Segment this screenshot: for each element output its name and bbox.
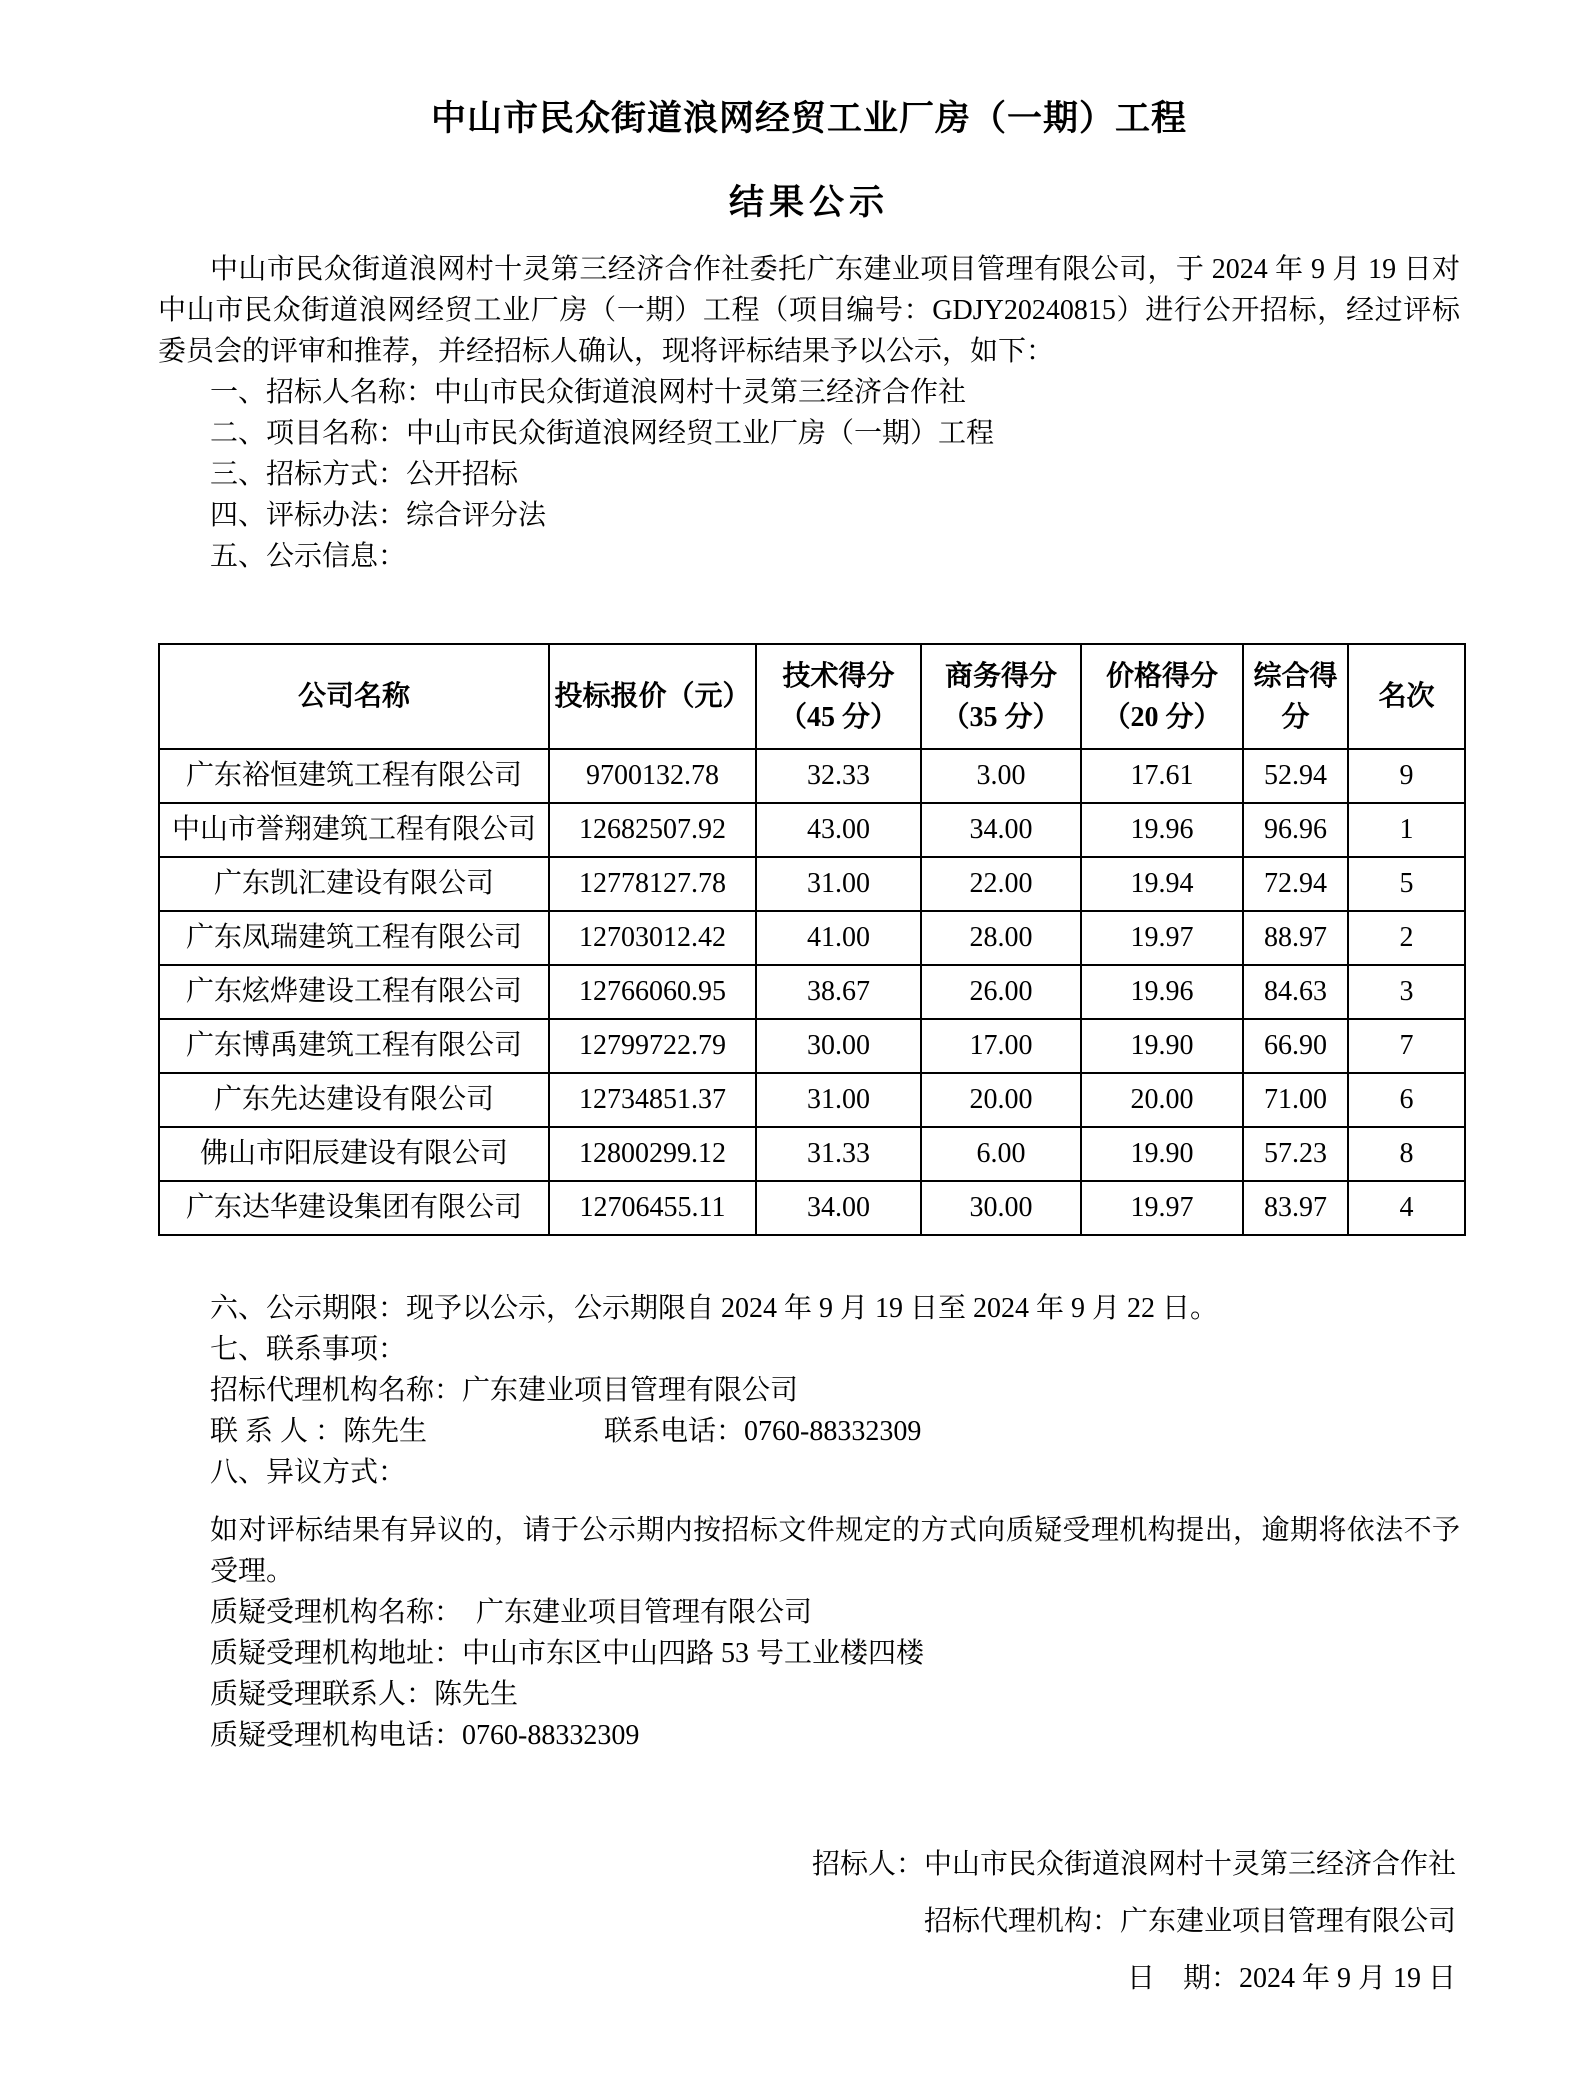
- cell-bid-price: 9700132.78: [549, 749, 756, 803]
- cell-price-score: 19.97: [1081, 1181, 1243, 1235]
- cell-bid-price: 12778127.78: [549, 857, 756, 911]
- cell-price-score: 20.00: [1081, 1073, 1243, 1127]
- cell-bid-price: 12734851.37: [549, 1073, 756, 1127]
- footer-date-line: 日 期：2024 年 9 月 19 日: [1126, 1963, 1456, 1994]
- cell-price-score: 19.96: [1081, 803, 1243, 857]
- cell-bid-price: 12706455.11: [549, 1181, 756, 1235]
- cell-total-score: 88.97: [1243, 911, 1348, 965]
- col-header-rank: 名次: [1348, 644, 1465, 749]
- table-header-row: [159, 644, 1465, 749]
- cell-company: 广东先达建设有限公司: [159, 1073, 549, 1127]
- col-header-total-score: 综合得 分: [1243, 644, 1348, 749]
- list-item-project-name: 二、项目名称：中山市民众街道浪网经贸工业厂房（一期）工程: [210, 418, 995, 449]
- cell-price-score: 19.96: [1081, 965, 1243, 1019]
- cell-rank: 4: [1348, 1181, 1465, 1235]
- cell-company: 中山市誉翔建筑工程有限公司: [159, 803, 549, 857]
- challenge-org-address-line: 质疑受理机构地址：中山市东区中山四路 53 号工业楼四楼: [210, 1638, 925, 1669]
- cell-total-score: 57.23: [1243, 1127, 1348, 1181]
- challenge-contact-line: 质疑受理联系人：陈先生: [210, 1679, 519, 1710]
- cell-tech-score: 31.33: [756, 1127, 921, 1181]
- table-row: [159, 803, 1465, 857]
- cell-price-score: 17.61: [1081, 749, 1243, 803]
- cell-tech-score: 31.00: [756, 857, 921, 911]
- cell-rank: 6: [1348, 1073, 1465, 1127]
- cell-business-score: 34.00: [921, 803, 1081, 857]
- cell-bid-price: 12703012.42: [549, 911, 756, 965]
- cell-bid-price: 12766060.95: [549, 965, 756, 1019]
- cell-rank: 9: [1348, 749, 1465, 803]
- cell-tech-score: 38.67: [756, 965, 921, 1019]
- cell-company: 佛山市阳辰建设有限公司: [159, 1127, 549, 1181]
- contact-person: 联 系 人 ：陈先生: [210, 1416, 428, 1447]
- objection-heading-line: 八、异议方式：: [210, 1457, 407, 1488]
- col-header-bid-price: 投标报价（元）: [549, 644, 756, 749]
- results-table: [158, 643, 1466, 1236]
- cell-price-score: 19.90: [1081, 1127, 1243, 1181]
- page-title: 中山市民众街道浪网经贸工业厂房（一期）工程: [430, 99, 1187, 138]
- cell-total-score: 84.63: [1243, 965, 1348, 1019]
- cell-rank: 5: [1348, 857, 1465, 911]
- doc-subtitle: 结果公示: [728, 183, 889, 222]
- cell-business-score: 17.00: [921, 1019, 1081, 1073]
- cell-bid-price: 12799722.79: [549, 1019, 756, 1073]
- table-row: [159, 1019, 1465, 1073]
- cell-tech-score: 41.00: [756, 911, 921, 965]
- cell-company: 广东炫烨建设工程有限公司: [159, 965, 549, 1019]
- challenge-org-name-line: 质疑受理机构名称： 广东建业项目管理有限公司: [210, 1597, 813, 1628]
- footer-agency-line: 招标代理机构：广东建业项目管理有限公司: [923, 1906, 1456, 1937]
- contact-phone: 联系电话：0760-88332309: [604, 1416, 922, 1447]
- footer-tenderer-line: 招标人：中山市民众街道浪网村十灵第三经济合作社: [811, 1849, 1456, 1880]
- table-row: [159, 857, 1465, 911]
- table-row: [159, 965, 1465, 1019]
- cell-tech-score: 43.00: [756, 803, 921, 857]
- list-item-bid-method: 三、招标方式：公开招标: [210, 459, 519, 490]
- publicity-period-line: 六、公示期限：现予以公示，公示期限自 2024 年 9 月 19 日至 2024 年 9 月 22 日。: [210, 1293, 1219, 1324]
- col-header-tech-score: 技术得分 （45 分）: [756, 644, 921, 749]
- list-item-tenderer-name: 一、招标人名称：中山市民众街道浪网村十灵第三经济合作社: [210, 377, 967, 408]
- intro-paragraph: [158, 249, 1460, 372]
- cell-tech-score: 31.00: [756, 1073, 921, 1127]
- cell-price-score: 19.97: [1081, 911, 1243, 965]
- cell-total-score: 72.94: [1243, 857, 1348, 911]
- cell-company: 广东达华建设集团有限公司: [159, 1181, 549, 1235]
- cell-price-score: 19.90: [1081, 1019, 1243, 1073]
- cell-business-score: 6.00: [921, 1127, 1081, 1181]
- signature-block: [158, 1836, 1460, 2007]
- cell-price-score: 19.94: [1081, 857, 1243, 911]
- blank-spacer: [158, 1493, 1460, 1510]
- cell-tech-score: 34.00: [756, 1181, 921, 1235]
- cell-company: 广东博禹建筑工程有限公司: [159, 1019, 549, 1073]
- table-row: [159, 1181, 1465, 1235]
- col-header-price-score: 价格得分 （20 分）: [1081, 644, 1243, 749]
- intro-line: 委员会的评审和推荐，并经招标人确认，现将评标结果予以公示，如下：: [158, 336, 1055, 367]
- cell-business-score: 28.00: [921, 911, 1081, 965]
- table-row: [159, 911, 1465, 965]
- after-table-sections: [158, 1288, 1460, 1756]
- cell-business-score: 26.00: [921, 965, 1081, 1019]
- cell-business-score: 30.00: [921, 1181, 1081, 1235]
- cell-business-score: 3.00: [921, 749, 1081, 803]
- cell-total-score: 52.94: [1243, 749, 1348, 803]
- cell-bid-price: 12800299.12: [549, 1127, 756, 1181]
- cell-rank: 3: [1348, 965, 1465, 1019]
- cell-company: 广东凯汇建设有限公司: [159, 857, 549, 911]
- cell-bid-price: 12682507.92: [549, 803, 756, 857]
- cell-total-score: 83.97: [1243, 1181, 1348, 1235]
- objection-paragraph-line2: 受理。: [210, 1556, 295, 1587]
- cell-total-score: 96.96: [1243, 803, 1348, 857]
- contact-heading-line: 七、联系事项：: [210, 1334, 407, 1365]
- cell-business-score: 22.00: [921, 857, 1081, 911]
- intro-line: 中山市民众街道浪网村十灵第三经济合作社委托广东建业项目管理有限公司，于 2024 年 9 月 19 日对: [210, 254, 1460, 285]
- list-item-publicity-info: 五、公示信息：: [210, 541, 407, 572]
- objection-paragraph: [210, 1510, 1460, 1592]
- col-header-company: 公司名称: [159, 644, 549, 749]
- intro-line: 中山市民众街道浪网经贸工业厂房（一期）工程（项目编号：GDJY20240815）进行公开招标，经过评标: [158, 295, 1460, 326]
- table-row: [159, 1127, 1465, 1181]
- contact-line: [158, 1411, 1460, 1452]
- table-row: [159, 749, 1465, 803]
- cell-rank: 7: [1348, 1019, 1465, 1073]
- cell-business-score: 20.00: [921, 1073, 1081, 1127]
- cell-tech-score: 32.33: [756, 749, 921, 803]
- cell-tech-score: 30.00: [756, 1019, 921, 1073]
- table-row: [159, 1073, 1465, 1127]
- cell-total-score: 71.00: [1243, 1073, 1348, 1127]
- info-list: [158, 372, 1460, 577]
- col-header-business-score: 商务得分 （35 分）: [921, 644, 1081, 749]
- cell-total-score: 66.90: [1243, 1019, 1348, 1073]
- cell-rank: 1: [1348, 803, 1465, 857]
- cell-rank: 8: [1348, 1127, 1465, 1181]
- cell-company: 广东裕恒建筑工程有限公司: [159, 749, 549, 803]
- cell-company: 广东凤瑞建筑工程有限公司: [159, 911, 549, 965]
- agency-name-line: 招标代理机构名称：广东建业项目管理有限公司: [210, 1375, 799, 1406]
- challenge-phone-line: 质疑受理机构电话：0760-88332309: [210, 1720, 640, 1751]
- objection-paragraph-line1: 如对评标结果有异议的，请于公示期内按招标文件规定的方式向质疑受理机构提出，逾期将依法不予: [210, 1515, 1460, 1546]
- cell-rank: 2: [1348, 911, 1465, 965]
- list-item-evaluation-method: 四、评标办法：综合评分法: [210, 500, 547, 531]
